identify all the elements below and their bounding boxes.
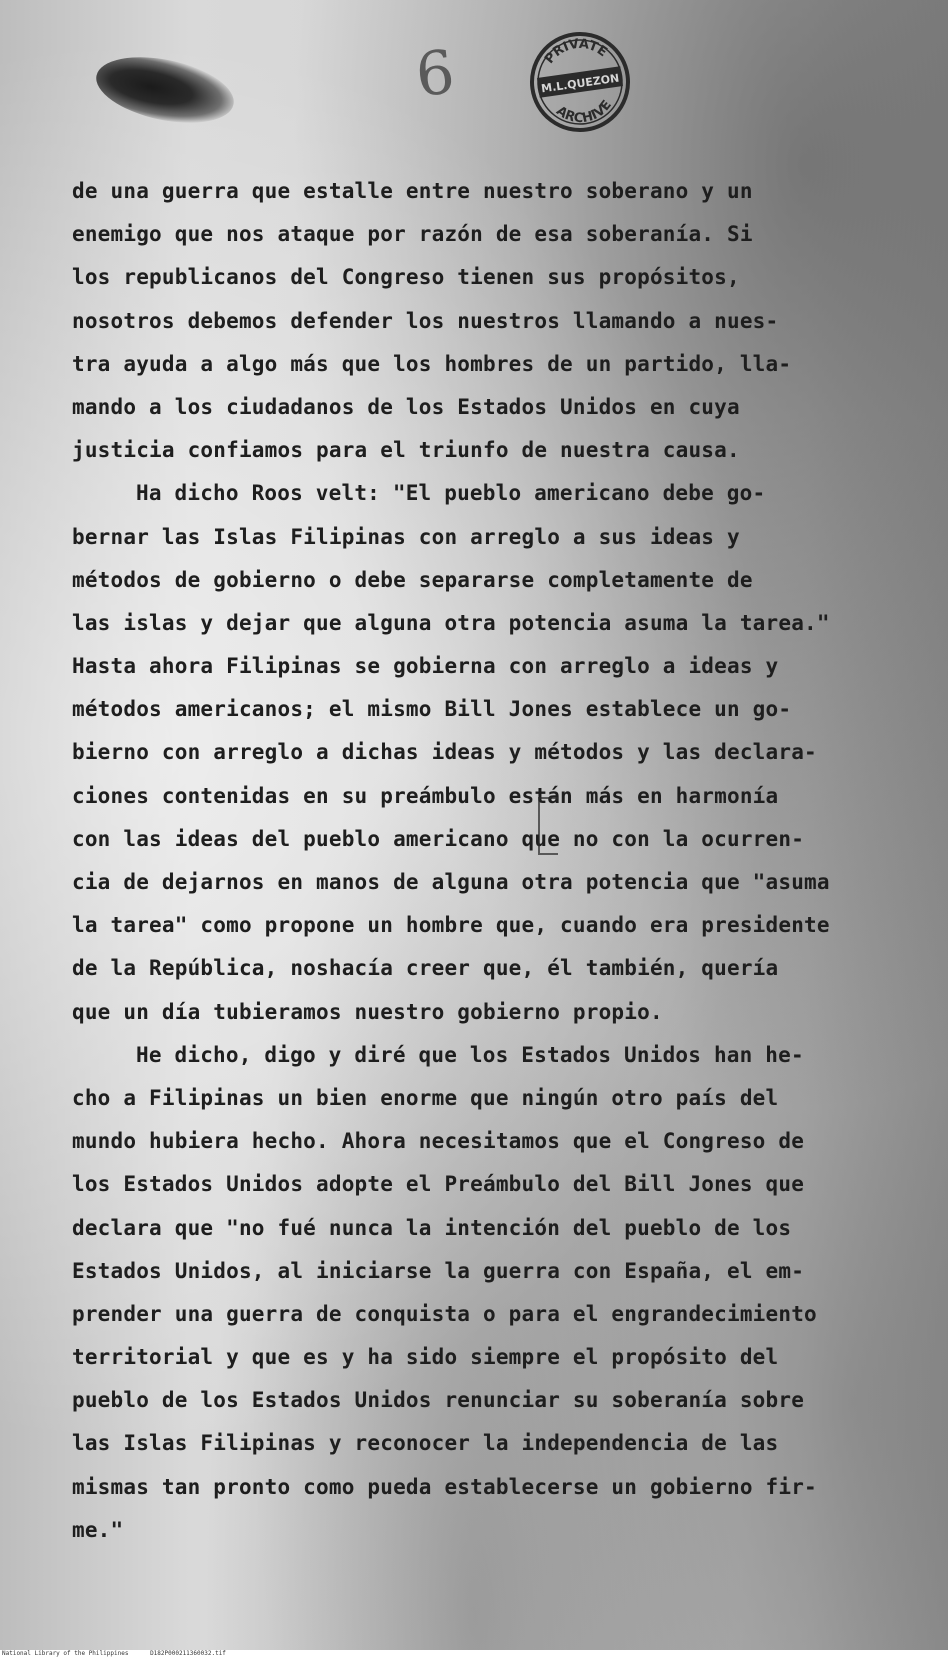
text-line: justicia confiamos para el triunfo de nuestra causa. [72,438,740,463]
text-line: pueblo de los Estados Unidos renunciar su soberanía sobre [72,1388,805,1413]
text-line: las islas y dejar que alguna otra potencia asuma la tarea." [72,610,830,635]
text-line: mando a los ciudadanos de los Estados Unidos en cuya [72,394,740,419]
text-line: nosotros debemos defender los nuestros llamando a nues- [72,308,779,333]
text-line: tra ayuda a algo más que los hombres de un partido, lla- [72,351,792,376]
handwritten-page-number: 6 [412,37,458,111]
text-line: prender una guerra de conquista o para el engrandecimiento [72,1301,817,1326]
library-credit: National Library of the Philippines [2,1650,129,1657]
text-line: de una guerra que estalle entre nuestro soberano y un [72,179,753,203]
text-line: mundo hubiera hecho. Ahora necesitamos que el Congreso de [72,1129,805,1154]
text-line: cia de dejarnos en manos de alguna otra potencia que "asuma [72,870,830,894]
text-line: métodos americanos; el mismo Bill Jones establece un go- [72,697,792,722]
text-line: ciones contenidas en su preámbulo están más en harmonía [72,783,779,808]
text-line: Hasta ahora Filipinas se gobierna con arreglo a ideas y [72,654,779,679]
typewritten-body [72,170,922,1552]
text-line: bierno con arreglo a dichas ideas y métodos y las declara- [72,740,817,765]
text-line: me." [72,1517,124,1542]
text-line: Estados Unidos, al iniciarse la guerra con España, el em- [72,1258,805,1283]
text-line: cho a Filipinas un bien enorme que ningún otro país del [72,1085,779,1110]
text-line: declara que "no fué nunca la intención del pueblo de los [72,1215,792,1240]
text-line: con las ideas del pueblo americano que no con la ocurren- [72,826,805,851]
text-line: los Estados Unidos adopte el Preámbulo del Bill Jones que [72,1172,805,1197]
ink-smudge [90,46,239,134]
stamp-top-text: PRIVATE [542,36,610,67]
text-line: los republicanos del Congreso tienen sus propósitos, [72,265,740,290]
stamp-center-text: M.L.QUEZON [540,71,621,96]
text-line: enemigo que nos ataque por razón de esa soberanía. Si [72,222,753,247]
text-line: He dicho, digo y diré que los Estados Unidos han he- [136,1042,804,1067]
archive-stamp [521,23,638,140]
scan-footer [0,1650,948,1658]
file-name: D182P000211360032.tif [150,1650,226,1657]
text-line: de la República, noshacía creer que, él también, quería [72,956,779,981]
text-line: que un día tubieramos nuestro gobierno propio. [72,999,663,1024]
text-line: métodos de gobierno o debe separarse completamente de [72,567,753,592]
text-line: mismas tan pronto como pueda establecerse un gobierno fir- [72,1474,817,1499]
handwritten-bracket-mark [538,797,558,855]
stamp-bottom-text: ARCHIVE [553,97,615,127]
text-line: Ha dicho Roos velt: "El pueblo americano debe go- [136,481,766,506]
text-line: bernar las Islas Filipinas con arreglo a sus ideas y [72,524,740,549]
text-line: territorial y que es y ha sido siempre el propósito del [72,1345,779,1370]
text-line: la tarea" como propone un hombre que, cuando era presidente [72,913,830,938]
text-line: las Islas Filipinas y reconocer la independencia de las [72,1431,779,1456]
